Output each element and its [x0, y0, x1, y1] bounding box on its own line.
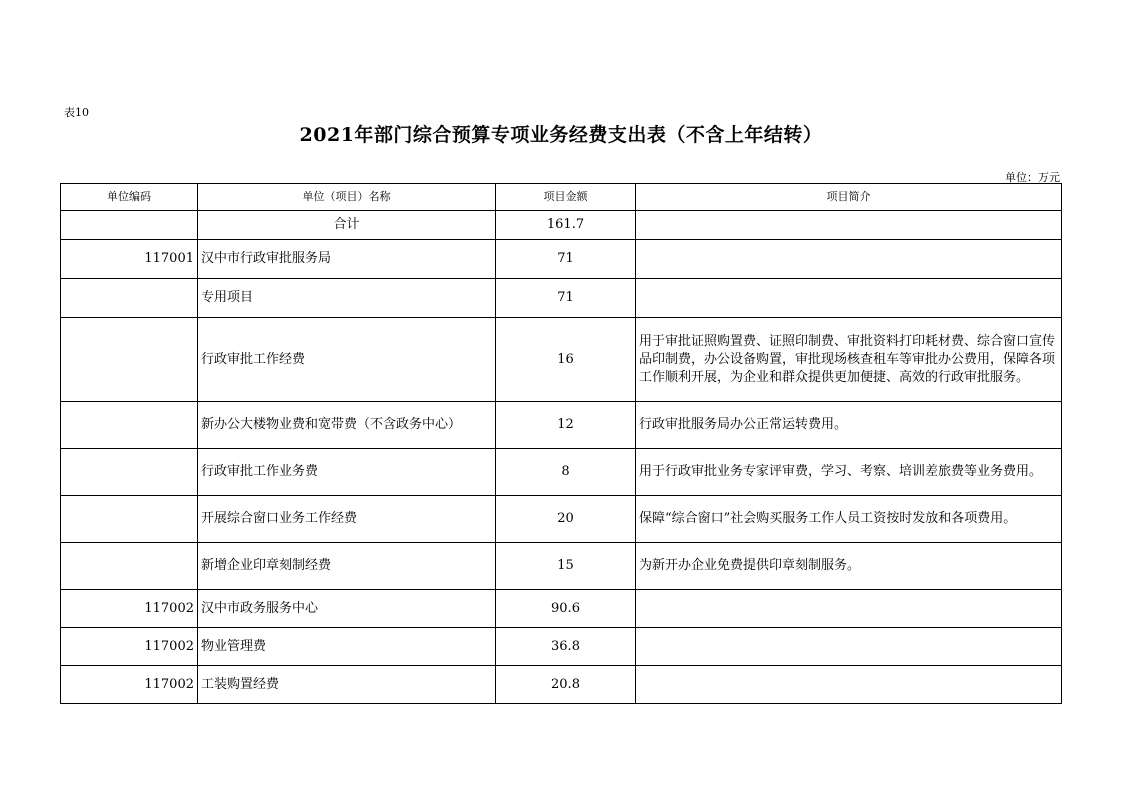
cell-description — [636, 666, 1062, 704]
cell-amount: 161.7 — [496, 211, 636, 240]
table-row — [61, 402, 1062, 449]
cell-description — [636, 211, 1062, 240]
column-header-amount: 项目金额 — [496, 184, 636, 211]
table-row — [61, 666, 1062, 704]
cell-description: 行政审批服务局办公正常运转费用。 — [636, 402, 1062, 449]
cell-name: 专用项目 — [198, 279, 496, 318]
table-row — [61, 590, 1062, 628]
cell-amount: 71 — [496, 279, 636, 318]
cell-amount: 20 — [496, 496, 636, 543]
cell-name: 汉中市政务服务中心 — [198, 590, 496, 628]
table-row — [61, 240, 1062, 279]
header-row — [61, 184, 1062, 211]
cell-name: 汉中市行政审批服务局 — [198, 240, 496, 279]
cell-description: 用于行政审批业务专家评审费，学习、考察、培训差旅费等业务费用。 — [636, 449, 1062, 496]
page-title: 2021年部门综合预算专项业务经费支出表（不含上年结转） — [299, 124, 823, 146]
cell-amount: 71 — [496, 240, 636, 279]
cell-amount: 15 — [496, 543, 636, 590]
cell-amount: 8 — [496, 449, 636, 496]
table-row — [61, 628, 1062, 666]
cell-name: 行政审批工作业务费 — [198, 449, 496, 496]
cell-name: 合计 — [198, 211, 496, 240]
cell-description — [636, 279, 1062, 318]
cell-amount: 90.6 — [496, 590, 636, 628]
cell-name: 工装购置经费 — [198, 666, 496, 704]
table-row-total — [61, 211, 1062, 240]
cell-amount: 20.8 — [496, 666, 636, 704]
cell-amount: 16 — [496, 318, 636, 402]
cell-code — [61, 279, 198, 318]
cell-code — [61, 496, 198, 543]
cell-code — [61, 211, 198, 240]
cell-amount: 36.8 — [496, 628, 636, 666]
cell-code: 117002 — [61, 666, 198, 704]
table-row — [61, 496, 1062, 543]
table-row — [61, 318, 1062, 402]
cell-description — [636, 240, 1062, 279]
cell-description — [636, 628, 1062, 666]
cell-code — [61, 402, 198, 449]
cell-name: 新办公大楼物业费和宽带费（不含政务中心） — [198, 402, 496, 449]
cell-name: 物业管理费 — [198, 628, 496, 666]
cell-name: 行政审批工作经费 — [198, 318, 496, 402]
cell-code — [61, 449, 198, 496]
table-row — [61, 543, 1062, 590]
cell-name: 开展综合窗口业务工作经费 — [198, 496, 496, 543]
table-row — [61, 279, 1062, 318]
unit-label: 单位：万元 — [1005, 171, 1060, 184]
column-header-description: 项目简介 — [636, 184, 1062, 211]
table-number: 表10 — [64, 106, 89, 119]
cell-code — [61, 318, 198, 402]
cell-code: 117002 — [61, 590, 198, 628]
cell-amount: 12 — [496, 402, 636, 449]
cell-description — [636, 590, 1062, 628]
cell-description: 用于审批证照购置费、证照印制费、审批资料打印耗材费、综合窗口宣传品印制费，办公设备购置，审批现场核查租车等审批办公费用，保障各项工作顺利开展，为企业和群众提供更加便捷、高效的行政审批服务。 — [636, 318, 1062, 402]
cell-code: 117002 — [61, 628, 198, 666]
table-row — [61, 449, 1062, 496]
cell-code — [61, 543, 198, 590]
cell-description: 保障“综合窗口”社会购买服务工作人员工资按时发放和各项费用。 — [636, 496, 1062, 543]
cell-description: 为新开办企业免费提供印章刻制服务。 — [636, 543, 1062, 590]
cell-name: 新增企业印章刻制经费 — [198, 543, 496, 590]
budget-table — [60, 183, 1062, 704]
cell-code: 117001 — [61, 240, 198, 279]
column-header-code: 单位编码 — [61, 184, 198, 211]
column-header-name: 单位（项目）名称 — [198, 184, 496, 211]
